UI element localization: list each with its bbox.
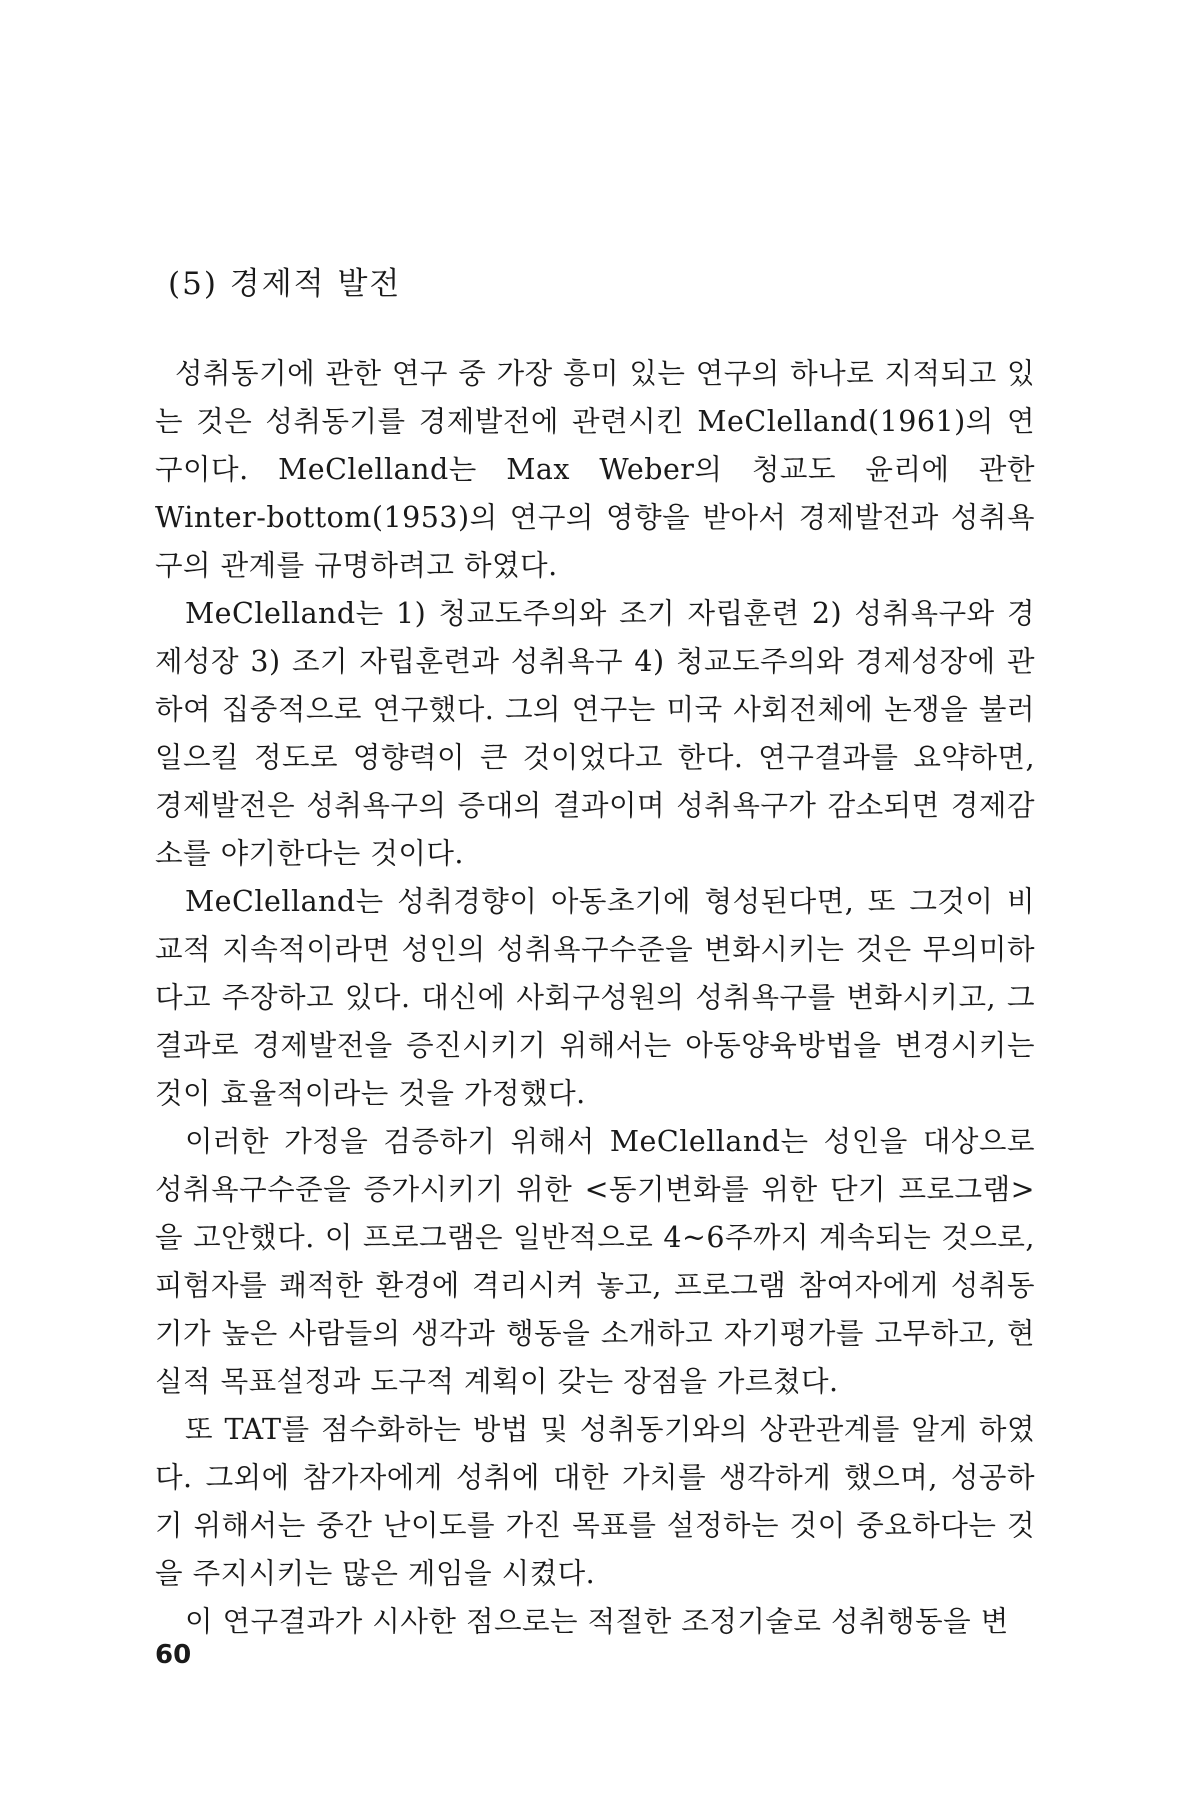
paragraph: MeClelland는 성취경향이 아동초기에 형성된다면, 또 그것이 비교적 지속적이라면 성인의 성취욕구수준을 변화시키는 것은 무의미하다고 주장하고 있다. 대신에 사회구성원의 성취욕구를 변화시키고, 그 결과로 경제발전을 증진시키기 위해서는 아동양육방법을 변경시키는 것이 효율적이라는 것을 가정했다. [155,885,1035,1110]
paragraph: 또 TAT를 점수화하는 방법 및 성취동기와의 상관관계를 알게 하였다. 그외에 참가자에게 성취에 대한 가치를 생각하게 했으며, 성공하기 위해서는 중간 난이도를 가진 목표를 설정하는 것이 중요하다는 것을 주지시키는 많은 게임을 시켰다. [155,1413,1035,1590]
paragraph: 이러한 가정을 검증하기 위해서 MeClelland는 성인을 대상으로 성취욕구수준을 증가시키기 위한 <동기변화를 위한 단기 프로그램>을 고안했다. 이 프로그램은 일반적으로 4~6주까지 계속되는 것으로, 피험자를 쾌적한 환경에 격리시켜 놓고, 프로그램 참여자에게 성취동기가 높은 사람들의 생각과 행동을 소개하고 자기평가를 고무하고, 현실적 목표설정과 도구적 계획이 갖는 장점을 가르쳤다. [155,1125,1035,1398]
page-number: 60 [155,1640,192,1670]
paragraph: 성취동기에 관한 연구 중 가장 흥미 있는 연구의 하나로 지적되고 있는 것은 성취동기를 경제발전에 관련시킨 MeClelland(1961)의 연구이다. MeClelland는 Max Weber의 청교도 윤리에 관한 Winter-bottom(1953)의 연구의 영향을 받아서 경제발전과 성취욕구의 관계를 규명하려고 하였다. [155,357,1035,582]
paragraph: MeClelland는 1) 청교도주의와 조기 자립훈련 2) 성취욕구와 경제성장 3) 조기 자립훈련과 성취욕구 4) 청교도주의와 경제성장에 관하여 집중적으로 연구했다. 그의 연구는 미국 사회전체에 논쟁을 불러일으킬 정도로 영향력이 큰 것이었다고 한다. 연구결과를 요약하면, 경제발전은 성취욕구의 증대의 결과이며 성취욕구가 감소되면 경제감소를 야기한다는 것이다. [155,597,1035,870]
paragraph: 이 연구결과가 시사한 점으로는 적절한 조정기술로 성취행동을 변 [185,1605,1009,1638]
body-text [155,350,1035,1646]
section-heading: (5) 경제적 발전 [168,266,402,302]
